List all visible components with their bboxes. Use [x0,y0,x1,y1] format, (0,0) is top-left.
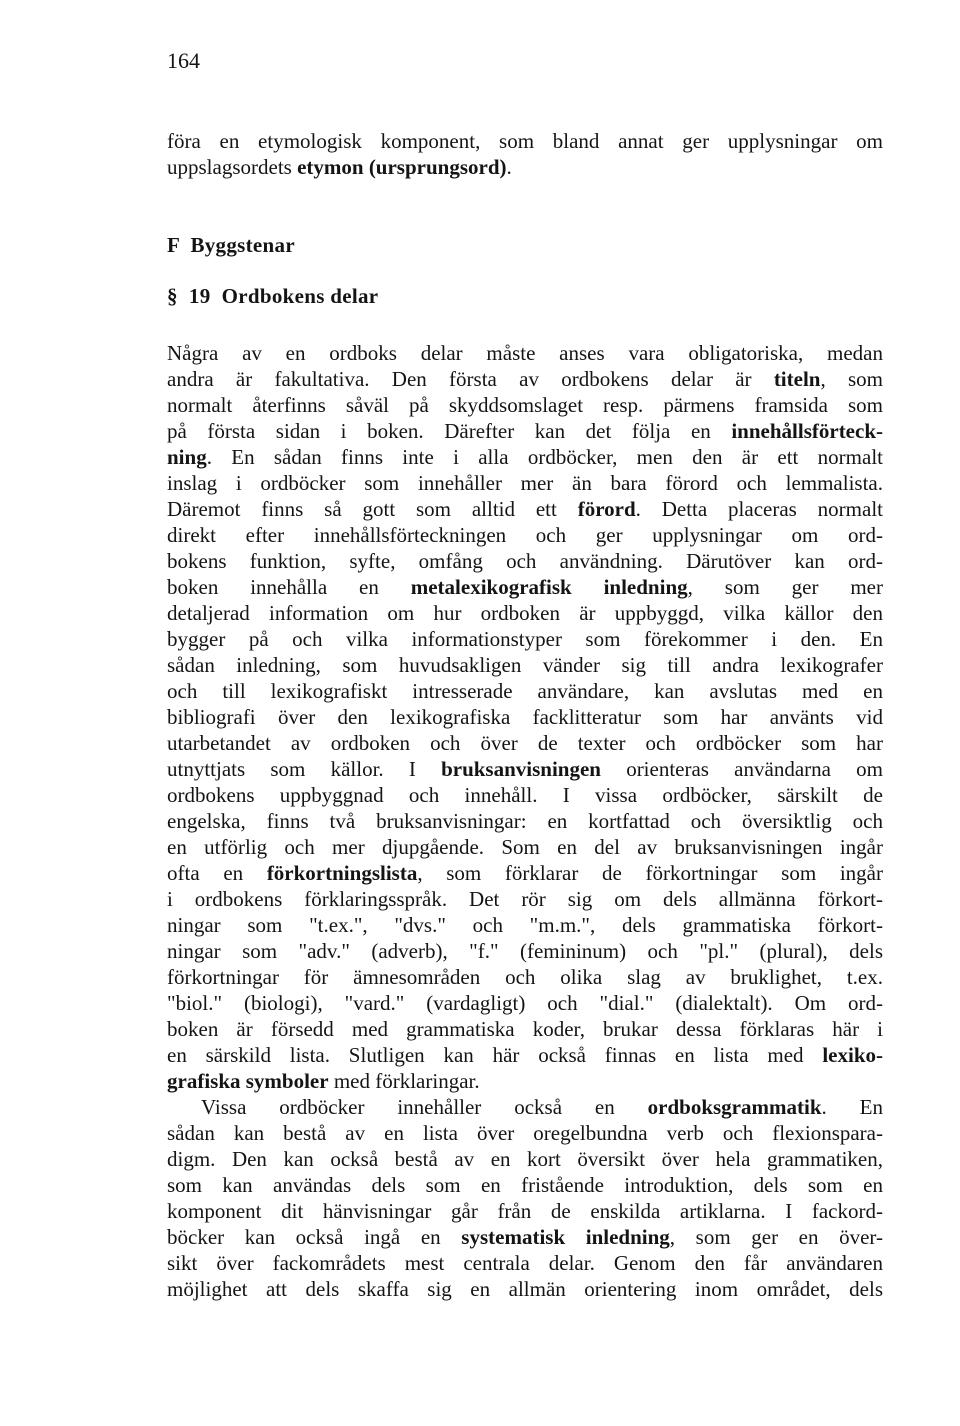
text-line [167,652,883,678]
text-line [167,1068,883,1094]
text-run: ningar som "t.ex.", "dvs." och "m.m.", dels grammatiska förkort- [167,913,883,937]
text-run: . Detta placeras normalt [635,497,883,521]
text-run: direkt efter innehållsförteckningen och ger upplysningar om ord- [167,523,883,547]
text-run: normalt återfinns såväl på skyddsomslaget resp. pärmens framsida som [167,393,883,417]
text-line [167,154,883,180]
bold-term: förord [577,497,636,521]
text-line [167,678,883,704]
body-text [167,340,883,1302]
text-run: utnyttjats som källor. I [167,757,442,781]
bold-term: grafiska symboler [167,1069,329,1093]
bold-term: titeln [773,367,821,391]
text-run: som kan användas dels som en fristående introduktion, dels som en [167,1173,883,1197]
text-run: på första sidan i boken. Därefter kan det följa en [167,419,732,443]
text-line [167,496,883,522]
text-run: böcker kan också ingå en [167,1225,462,1249]
text-line [167,730,883,756]
text-line [167,704,883,730]
text-run: , som [820,367,883,391]
text-line [167,1146,883,1172]
intro-paragraph [167,128,883,180]
text-run: . [506,155,512,179]
text-line [167,1120,883,1146]
text-line [167,626,883,652]
text-line [167,782,883,808]
text-line [167,860,883,886]
bold-term: ning [167,445,207,469]
text-run: . En sådan finns inte i alla ordböcker, men den är ett normalt [206,445,883,469]
text-run: boken är försedd med grammatiska koder, brukar dessa förklaras här i [167,1017,883,1041]
text-line [167,600,883,626]
text-run: "biol." (biologi), "vard." (vardagligt) och "dial." (dialektalt). Om ord- [167,991,883,1015]
text-line [167,340,883,366]
text-run: andra är fakultativa. Den första av ordbokens delar är [167,367,774,391]
text-line [167,470,883,496]
text-run: . En [821,1095,883,1119]
page-number: 164 [167,48,200,73]
text-line [167,574,883,600]
text-run: bibliografi över den lexikografiska facklitteratur som har använts vid [167,705,883,729]
text-line [167,1224,883,1250]
text-line [167,1094,883,1120]
text-line [167,964,883,990]
bold-term: ordboksgrammatik [647,1095,822,1119]
text-run: möjlighet att dels skaffa sig en allmän orientering inom området, dels [167,1277,883,1301]
text-run: bokens funktion, syfte, omfång och användning. Därutöver kan ord- [167,549,883,573]
text-run: ningar som "adv." (adverb), "f." (femininum) och "pl." (plural), dels [167,939,883,963]
text-line [167,938,883,964]
text-line [167,128,883,154]
text-run: , som ger mer [687,575,883,599]
text-run: digm. Den kan också bestå av en kort översikt över hela grammatiken, [167,1147,883,1171]
text-run: boken innehålla en [167,575,411,599]
bold-term: lexiko- [822,1043,883,1067]
text-line [167,756,883,782]
text-line [167,886,883,912]
text-run: orienteras användarna om [600,757,883,781]
text-run: Vissa ordböcker innehåller också en [201,1095,648,1119]
text-run: inslag i ordböcker som innehåller mer än bara förord och lemmalista. [167,471,883,495]
text-line [167,444,883,470]
text-line [167,522,883,548]
text-run: Några av en ordboks delar måste anses vara obligatoriska, medan [167,341,883,365]
text-run: detaljerad information om hur ordboken är uppbyggd, vilka källor den [167,601,883,625]
text-run: , som ger en över- [669,1225,883,1249]
text-line [167,1172,883,1198]
text-line [167,1198,883,1224]
text-run: en utförlig och mer djupgående. Som en del av bruksanvisningen ingår [167,835,883,859]
text-run: komponent dit hänvisningar går från de enskilda artiklarna. I fackord- [167,1199,883,1223]
text-run: , som förklarar de förkortningar som ingår [417,861,883,885]
text-run: och till lexikografiskt intresserade användare, kan avslutas med en [167,679,883,703]
bold-term: innehållsförteck- [731,419,883,443]
text-run: i ordbokens förklaringsspråk. Det rör sig om dels allmänna förkort- [167,887,883,911]
bold-term: förkortningslista [266,861,418,885]
text-run: sådan inledning, som huvudsakligen vänder sig till andra lexikografer [167,653,883,677]
bold-term: systematisk inledning [461,1225,670,1249]
text-run: föra en etymologisk komponent, som bland annat ger upplysningar om [167,129,883,153]
text-run: förkortningar för ämnesområden och olika slag av bruklighet, t.ex. [167,965,883,989]
text-line [167,912,883,938]
bold-term: metalexikografisk inledning [410,575,688,599]
text-line [167,1016,883,1042]
bold-term: etymon (ursprungsord) [297,155,507,179]
chapter-heading: F Byggstenar [167,233,295,257]
bold-term: bruksanvisningen [441,757,601,781]
text-line [167,990,883,1016]
text-line [167,418,883,444]
text-line [167,808,883,834]
text-run: utarbetandet av ordboken och över de texter och ordböcker som har [167,731,883,755]
text-run: uppslagsordets [167,155,298,179]
section-heading: § 19 Ordbokens delar [167,284,379,308]
text-run: sådan kan bestå av en lista över oregelbundna verb och flexionspara- [167,1121,883,1145]
text-run: Däremot finns så gott som alltid ett [167,497,578,521]
text-run: ofta en [167,861,267,885]
text-line [167,366,883,392]
text-run: engelska, finns två bruksanvisningar: en kortfattad och översiktlig och [167,809,883,833]
text-line [167,1276,883,1302]
text-line [167,548,883,574]
text-run: sikt över fackområdets mest centrala delar. Genom den får användaren [167,1251,883,1275]
text-line [167,392,883,418]
text-run: bygger på och vilka informationstyper som förekommer i den. En [167,627,883,651]
text-line [167,1042,883,1068]
text-line [167,1250,883,1276]
text-run: ordbokens uppbyggnad och innehåll. I vissa ordböcker, särskilt de [167,783,883,807]
text-line [167,834,883,860]
text-run: en särskild lista. Slutligen kan här också finnas en lista med [167,1043,823,1067]
text-run: med förklaringar. [328,1069,480,1093]
